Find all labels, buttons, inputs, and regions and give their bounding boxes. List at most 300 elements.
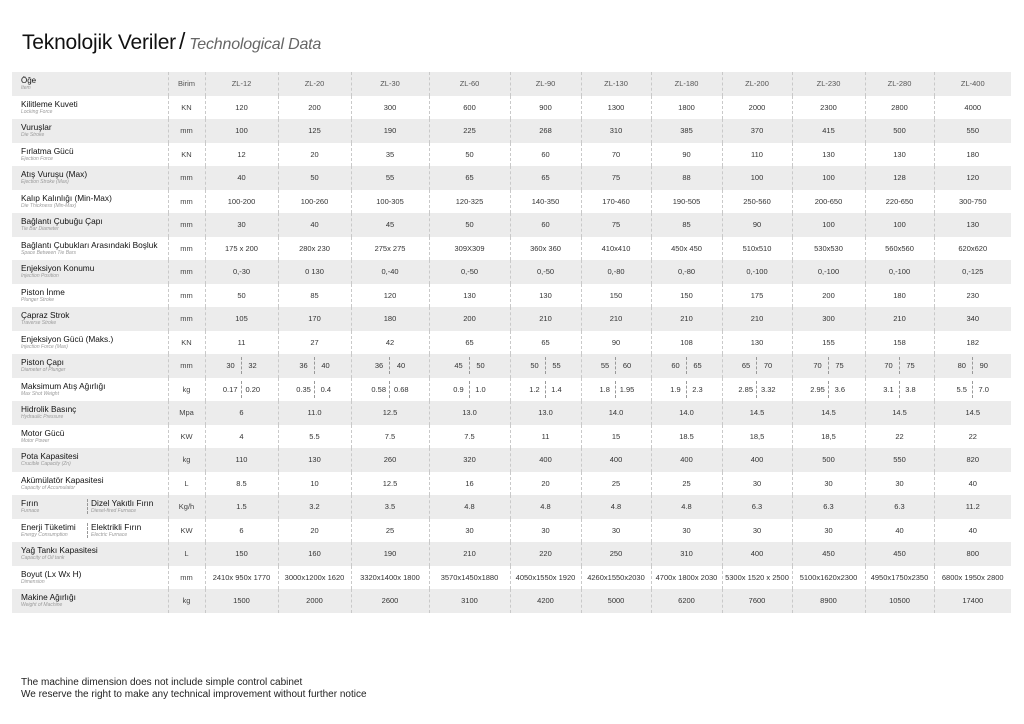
value-b: 75 [835, 361, 844, 371]
value-a: 50 [530, 361, 539, 371]
row-value: 8900 [792, 589, 865, 613]
row-item-sublabel: Hydraulic Pressure [21, 414, 64, 421]
value-b: 32 [248, 361, 257, 371]
row-value: 180 [351, 307, 429, 331]
row-value: 0,-30 [205, 260, 278, 284]
value-b: 75 [906, 361, 915, 371]
value-b: 0.68 [394, 384, 409, 394]
value-a: 36 [374, 361, 384, 371]
row-value: 60 [510, 143, 581, 167]
row-value: 12.5 [351, 401, 429, 425]
row-value: 4050x1550x 1920 [510, 566, 581, 590]
row-value: 30 [865, 472, 934, 496]
row-subitem-label: Dizel Yakıtlı Fırın [91, 498, 154, 509]
row-value: 1500 [205, 589, 278, 613]
row-value [934, 378, 1011, 402]
row-value: 90 [722, 213, 792, 237]
value-b: 1.95 [619, 384, 635, 394]
row-item-cell [12, 378, 168, 402]
row-subitem-sublabel: Electric Furnace [91, 531, 128, 538]
row-unit: mm [168, 566, 205, 590]
table-row [12, 472, 1011, 496]
row-value: 220 [510, 542, 581, 566]
row-value: 450 [792, 542, 865, 566]
row-item-sublabel: Furnace [21, 508, 40, 515]
header-model: ZL-230 [792, 72, 865, 96]
table-row [12, 566, 1011, 590]
row-value: 6.3 [865, 495, 934, 519]
row-item-label: Atış Vuruşu (Max) [21, 169, 88, 180]
row-item-label: Kilitleme Kuveti [21, 98, 78, 109]
row-value: 65 [429, 166, 510, 190]
row-value: 30 [205, 213, 278, 237]
row-item-sublabel: Space Between Tie Bars [21, 249, 76, 256]
row-value: 2410x 950x 1770 [205, 566, 278, 590]
row-value: 1800 [651, 96, 722, 120]
row-item-sublabel: Die Thickness (Min-Max) [21, 202, 77, 209]
row-value: 120 [351, 284, 429, 308]
row-value [792, 378, 865, 402]
row-value: 30 [722, 472, 792, 496]
row-value: 250-560 [722, 190, 792, 214]
pair-divider [615, 357, 617, 374]
row-value: 5.5 [278, 425, 351, 449]
value-a: 0.9 [453, 384, 464, 394]
row-value: 0,-40 [351, 260, 429, 284]
row-value: 1300 [581, 96, 651, 120]
row-value: 200 [278, 96, 351, 120]
row-value: 0,-100 [792, 260, 865, 284]
row-value: 3320x1400x 1800 [351, 566, 429, 590]
row-value [278, 378, 351, 402]
row-value [865, 378, 934, 402]
pair-divider [828, 381, 830, 398]
row-value: 40 [934, 472, 1011, 496]
row-value: 309X309 [429, 237, 510, 261]
row-item-sublabel: Capacity of Oil tank [21, 555, 65, 562]
row-value: 70 [581, 143, 651, 167]
row-value: 820 [934, 448, 1011, 472]
row-value: 110 [722, 143, 792, 167]
row-value: 130 [934, 213, 1011, 237]
pair-divider [828, 357, 830, 374]
row-value: 110 [205, 448, 278, 472]
row-value: 300 [351, 96, 429, 120]
row-value: 14.5 [722, 401, 792, 425]
row-value: 65 [429, 331, 510, 355]
value-a: 80 [957, 361, 966, 371]
row-item-cell [12, 307, 168, 331]
pair-divider [972, 357, 974, 374]
table-row [12, 542, 1011, 566]
pair-divider [756, 381, 758, 398]
value-b: 70 [763, 361, 773, 371]
pair-divider [389, 357, 391, 374]
row-item-label: Hidrolik Basınç [21, 404, 77, 415]
row-value: 7.5 [351, 425, 429, 449]
row-value: 280x 230 [278, 237, 351, 261]
row-item-cell [12, 472, 168, 496]
row-value: 900 [510, 96, 581, 120]
row-value: 150 [651, 284, 722, 308]
row-value: 400 [581, 448, 651, 472]
row-item-label: Kalıp Kalınlığı (Min-Max) [21, 192, 112, 203]
row-value: 11 [205, 331, 278, 355]
row-value [722, 378, 792, 402]
title-en: Technological Data [189, 36, 322, 53]
header-item-cell [12, 72, 168, 96]
row-value: 105 [205, 307, 278, 331]
row-value: 11.0 [278, 401, 351, 425]
row-value: 50 [429, 143, 510, 167]
row-value: 550 [934, 119, 1011, 143]
row-value: 30 [581, 519, 651, 543]
row-value: 3570x1450x1880 [429, 566, 510, 590]
row-value: 158 [865, 331, 934, 355]
row-unit: Mpa [168, 401, 205, 425]
row-value: 385 [651, 119, 722, 143]
row-value: 530x530 [792, 237, 865, 261]
header-model: ZL-20 [278, 72, 351, 96]
row-value: 180 [934, 143, 1011, 167]
table-row [12, 378, 1011, 402]
row-unit: kg [168, 589, 205, 613]
header-row [12, 72, 1011, 96]
page-title [22, 28, 321, 55]
table-row [12, 260, 1011, 284]
row-value: 175 [722, 284, 792, 308]
row-value: 400 [722, 542, 792, 566]
row-value: 18,5 [722, 425, 792, 449]
pair-divider [686, 357, 688, 374]
row-value: 4700x 1800x 2030 [651, 566, 722, 590]
title-tr: Teknolojik Veriler [22, 31, 176, 54]
row-subitem-sublabel: Diesel-fired Furnace [91, 508, 137, 515]
row-value: 40 [205, 166, 278, 190]
row-value: 250 [581, 542, 651, 566]
row-value: 210 [651, 307, 722, 331]
value-a: 0.35 [296, 384, 311, 394]
row-item-label: Fırlatma Gücü [21, 145, 74, 156]
value-a: 55 [600, 361, 610, 371]
table-row [12, 284, 1011, 308]
row-value: 100 [205, 119, 278, 143]
value-b: 50 [476, 361, 485, 371]
header-model: ZL-12 [205, 72, 278, 96]
row-value: 85 [651, 213, 722, 237]
row-value: 18.5 [651, 425, 722, 449]
row-value: 100 [792, 166, 865, 190]
row-value: 30 [510, 519, 581, 543]
footnote-dimension: The machine dimension does not include simple control cabinet [21, 677, 303, 688]
row-value: 100 [722, 166, 792, 190]
header-model: ZL-280 [865, 72, 934, 96]
header-model: ZL-200 [722, 72, 792, 96]
row-unit: mm [168, 166, 205, 190]
row-item-sublabel: Capacity of Accumulator [21, 484, 76, 491]
row-value: 220-650 [865, 190, 934, 214]
value-b: 60 [622, 361, 632, 371]
row-item-cell [12, 213, 168, 237]
row-value: 40 [278, 213, 351, 237]
row-value: 230 [934, 284, 1011, 308]
row-value: 7.5 [429, 425, 510, 449]
row-unit: KN [168, 143, 205, 167]
value-a: 70 [813, 361, 822, 371]
row-value: 25 [351, 519, 429, 543]
row-value: 6.3 [722, 495, 792, 519]
table-row [12, 425, 1011, 449]
row-value: 410x410 [581, 237, 651, 261]
row-value: 4950x1750x2350 [865, 566, 934, 590]
row-value [351, 378, 429, 402]
row-value: 4.8 [651, 495, 722, 519]
value-b: 1.0 [475, 384, 486, 394]
row-value: 22 [865, 425, 934, 449]
table-row [12, 190, 1011, 214]
value-b: 65 [693, 361, 702, 371]
technical-data-table [12, 72, 1011, 613]
row-value: 310 [651, 542, 722, 566]
header-model: ZL-180 [651, 72, 722, 96]
row-item-sublabel: Injection Position [21, 273, 59, 280]
row-item-label: Enjeksiyon Konumu [21, 263, 95, 274]
row-value: 600 [429, 96, 510, 120]
row-value: 210 [581, 307, 651, 331]
pair-divider [686, 381, 688, 398]
row-value: 120 [205, 96, 278, 120]
row-unit: mm [168, 284, 205, 308]
row-value: 180 [865, 284, 934, 308]
row-item-label: Maksimum Atış Ağırlığı [21, 380, 106, 391]
row-value: 140-350 [510, 190, 581, 214]
row-value: 25 [581, 472, 651, 496]
table-row [12, 589, 1011, 613]
row-value: 130 [792, 143, 865, 167]
row-value: 450x 450 [651, 237, 722, 261]
row-value: 4200 [510, 589, 581, 613]
table-row [12, 307, 1011, 331]
value-a: 0.17 [222, 384, 238, 394]
row-item-cell [12, 119, 168, 143]
row-item-label: Piston Çapı [21, 357, 64, 368]
row-value: 100-260 [278, 190, 351, 214]
row-value: 13.0 [510, 401, 581, 425]
row-value: 400 [510, 448, 581, 472]
row-value: 200 [429, 307, 510, 331]
row-unit: KN [168, 96, 205, 120]
row-value: 550 [865, 448, 934, 472]
row-value: 6200 [651, 589, 722, 613]
row-item-cell [12, 495, 168, 519]
row-value: 2600 [351, 589, 429, 613]
row-value: 2800 [865, 96, 934, 120]
row-value: 14.5 [865, 401, 934, 425]
pair-divider [469, 357, 471, 374]
row-item-label: Makine Ağırlığı [21, 592, 76, 603]
row-item-sublabel: Plunger Stroke [21, 296, 55, 303]
table-row [12, 331, 1011, 355]
row-value: 300 [792, 307, 865, 331]
row-value: 10 [278, 472, 351, 496]
row-value [581, 354, 651, 378]
header-model: ZL-60 [429, 72, 510, 96]
row-value: 30 [429, 519, 510, 543]
row-value: 75 [581, 166, 651, 190]
row-value [205, 378, 278, 402]
header-unit-label: Birim [168, 72, 205, 96]
row-value: 268 [510, 119, 581, 143]
footnote-improvement: We reserve the right to make any technical improvement without further notice [21, 689, 367, 700]
value-b: 90 [979, 361, 988, 371]
row-value: 128 [865, 166, 934, 190]
row-value: 0,-80 [581, 260, 651, 284]
value-b: 0.4 [320, 384, 332, 394]
row-item-cell [12, 260, 168, 284]
table-row [12, 448, 1011, 472]
row-unit: mm [168, 237, 205, 261]
value-b: 40 [321, 361, 330, 371]
row-value: 170 [278, 307, 351, 331]
value-a: 30 [226, 361, 235, 371]
row-value: 400 [651, 448, 722, 472]
row-item-sublabel: Max Shot Weight [21, 390, 59, 397]
pair-divider [314, 381, 316, 398]
value-b: 0.20 [245, 384, 261, 394]
value-a: 1.9 [670, 384, 681, 394]
pair-divider [469, 381, 471, 398]
row-value: 15 [581, 425, 651, 449]
row-unit: KW [168, 425, 205, 449]
table-row [12, 213, 1011, 237]
value-a: 65 [741, 361, 751, 371]
row-value: 130 [510, 284, 581, 308]
row-value: 450 [865, 542, 934, 566]
row-item-label: Piston İnme [21, 286, 65, 297]
row-item-cell [12, 448, 168, 472]
row-item-sublabel: Energy Consumption [21, 531, 68, 538]
row-value: 0,-50 [429, 260, 510, 284]
row-value: 6.3 [792, 495, 865, 519]
row-value: 100 [865, 213, 934, 237]
row-value: 50 [278, 166, 351, 190]
row-value: 120 [934, 166, 1011, 190]
row-unit: mm [168, 119, 205, 143]
row-subitem-label: Elektrikli Fırın [91, 521, 142, 532]
row-item-label: Pota Kapasitesi [21, 451, 79, 462]
row-item-sublabel: Tie Bar Diameter [21, 226, 59, 233]
row-value: 4.8 [429, 495, 510, 519]
row-value: 4000 [934, 96, 1011, 120]
row-item-cell [12, 401, 168, 425]
row-value: 20 [278, 519, 351, 543]
row-value: 3100 [429, 589, 510, 613]
row-value: 65 [510, 331, 581, 355]
row-value: 130 [278, 448, 351, 472]
table-row [12, 96, 1011, 120]
row-item-cell [12, 331, 168, 355]
row-value [278, 354, 351, 378]
row-item-label: Yağ Tankı Kapasitesi [21, 545, 98, 556]
row-value: 14.5 [792, 401, 865, 425]
value-b: 3.8 [905, 384, 916, 394]
row-value [934, 354, 1011, 378]
row-value: 5100x1620x2300 [792, 566, 865, 590]
table-row [12, 495, 1011, 519]
value-a: 2.85 [738, 384, 753, 394]
row-item-label: Bağlantı Çubukları Arasındaki Boşluk [21, 239, 158, 250]
row-value: 12 [205, 143, 278, 167]
row-value: 8.5 [205, 472, 278, 496]
row-item-cell [12, 566, 168, 590]
value-b: 3.32 [761, 384, 776, 394]
row-value: 90 [651, 143, 722, 167]
row-value: 300-750 [934, 190, 1011, 214]
value-a: 5.5 [956, 384, 967, 394]
row-value: 6800x 1950x 2800 [934, 566, 1011, 590]
row-value: 18,5 [792, 425, 865, 449]
row-value: 800 [934, 542, 1011, 566]
row-value: 4.8 [581, 495, 651, 519]
row-value: 150 [205, 542, 278, 566]
row-value: 275x 275 [351, 237, 429, 261]
header-item-sublabel: Item [21, 85, 31, 92]
row-value [510, 378, 581, 402]
row-value: 170-460 [581, 190, 651, 214]
row-item-sublabel: Weight of Machine [21, 602, 63, 609]
row-value: 88 [651, 166, 722, 190]
row-item-label: Bağlantı Çubuğu Çapı [21, 216, 103, 227]
row-value: 35 [351, 143, 429, 167]
row-value: 14.0 [651, 401, 722, 425]
value-a: 1.8 [599, 384, 610, 394]
row-value [510, 354, 581, 378]
row-value: 7600 [722, 589, 792, 613]
value-b: 40 [396, 361, 406, 371]
table-row [12, 166, 1011, 190]
header-model: ZL-400 [934, 72, 1011, 96]
header-model: ZL-130 [581, 72, 651, 96]
row-value: 22 [934, 425, 1011, 449]
row-value: 85 [278, 284, 351, 308]
row-value: 90 [581, 331, 651, 355]
row-value: 0,-100 [865, 260, 934, 284]
row-value: 0,-50 [510, 260, 581, 284]
row-value: 415 [792, 119, 865, 143]
table-row [12, 519, 1011, 543]
row-item-sublabel: Locking Force [21, 108, 53, 115]
row-value: 0,-125 [934, 260, 1011, 284]
row-value: 13.0 [429, 401, 510, 425]
row-item-label: Fırın [21, 498, 39, 509]
row-value: 16 [429, 472, 510, 496]
row-item-label: Vuruşlar [21, 122, 52, 133]
table-body [12, 72, 1011, 613]
row-value: 30 [722, 519, 792, 543]
row-value: 20 [510, 472, 581, 496]
row-value: 210 [510, 307, 581, 331]
row-value: 30 [792, 472, 865, 496]
row-value: 108 [651, 331, 722, 355]
row-value: 370 [722, 119, 792, 143]
row-unit: kg [168, 448, 205, 472]
row-value: 320 [429, 448, 510, 472]
row-value: 14.5 [934, 401, 1011, 425]
table-row [12, 119, 1011, 143]
pair-divider [756, 357, 758, 374]
pair-divider [615, 381, 617, 398]
row-unit: kg [168, 378, 205, 402]
